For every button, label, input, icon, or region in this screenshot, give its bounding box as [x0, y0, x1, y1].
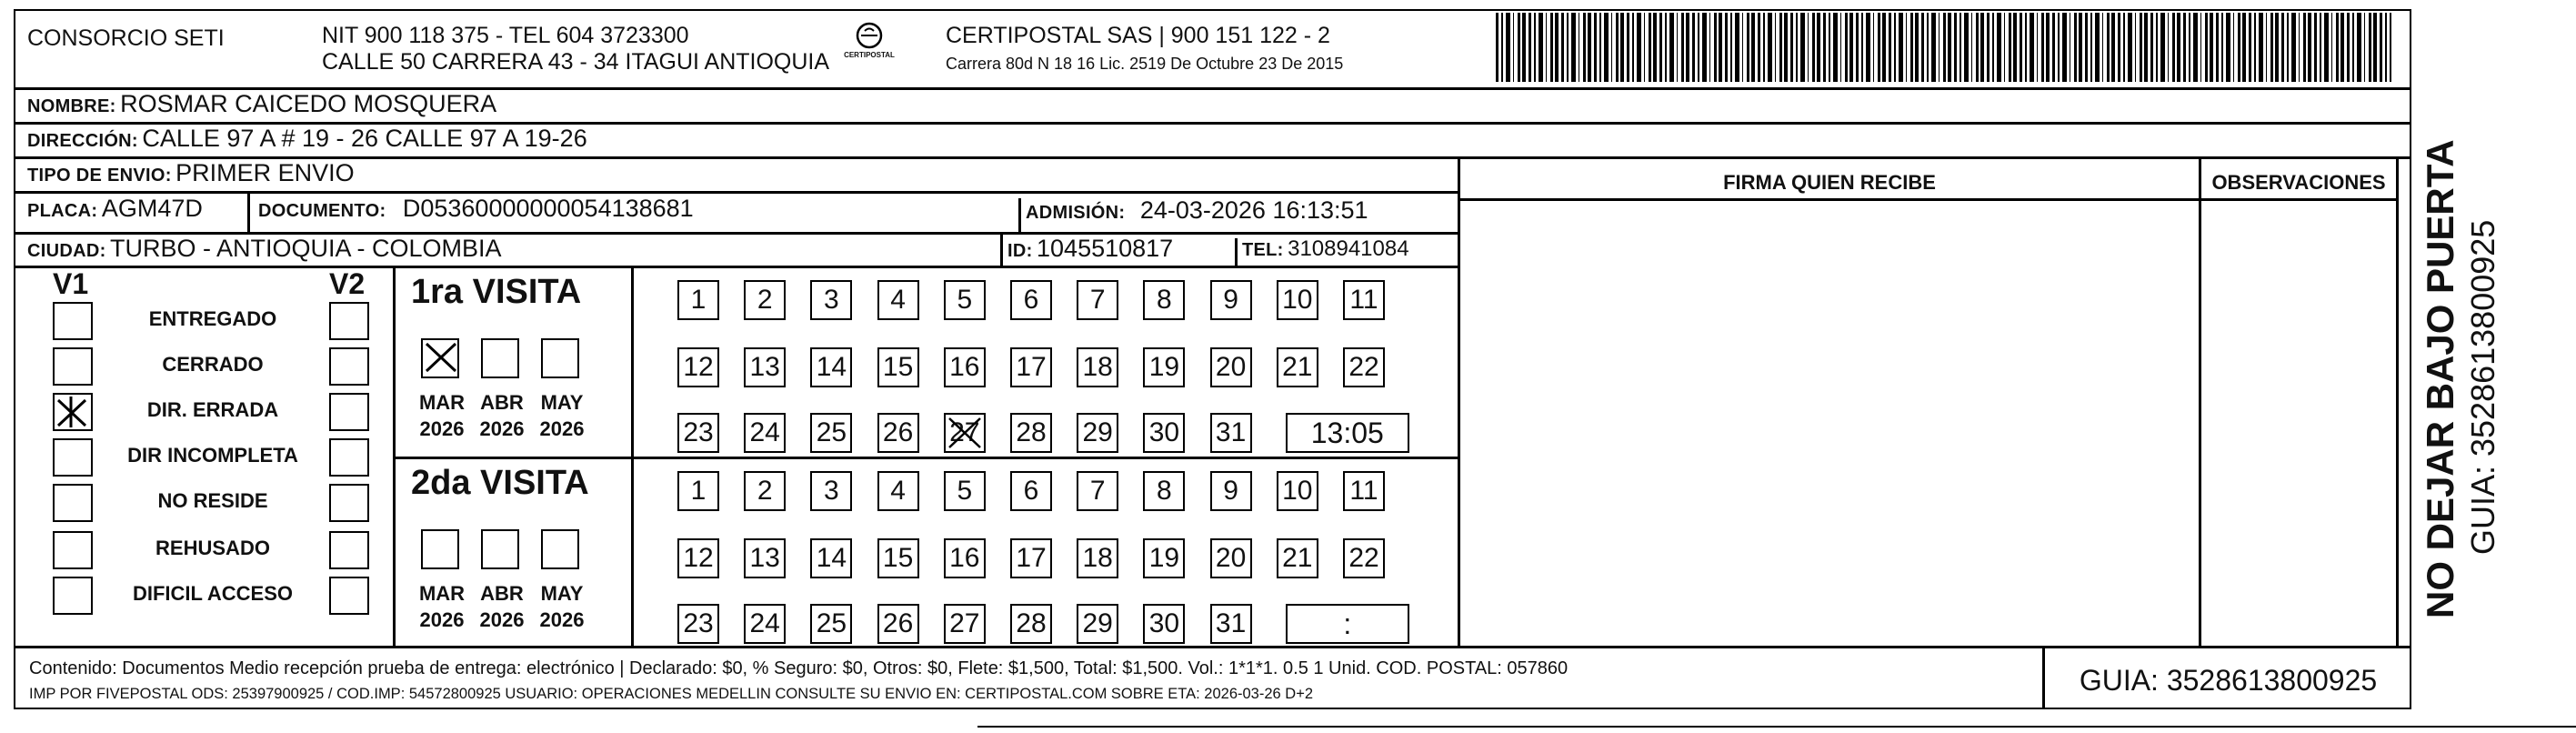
ciudad-cell	[27, 235, 502, 263]
year-label: 2026	[419, 608, 465, 631]
visit1-day-21[interactable]: 21	[1277, 347, 1318, 387]
direccion-label: DIRECCIÓN:	[27, 131, 138, 151]
visit1-day-31[interactable]: 31	[1210, 413, 1252, 453]
visit2-title: 2da VISITA	[411, 464, 589, 502]
visit1-day-17[interactable]: 17	[1010, 347, 1052, 387]
courier-line: CERTIPOSTAL SAS | 900 151 122 - 2	[946, 23, 1330, 48]
visit1-day-20[interactable]: 20	[1210, 347, 1252, 387]
placa-cell	[27, 195, 203, 223]
certipostal-logo-icon	[837, 20, 902, 69]
month-label: MAY	[540, 391, 584, 414]
footer-guia: GUIA: 3528613800925	[2079, 664, 2378, 697]
visit2-day-28[interactable]: 28	[1010, 604, 1052, 644]
direccion-value: CALLE 97 A # 19 - 26 CALLE 97 A 19-26	[142, 125, 587, 152]
visit1-day-11[interactable]: 11	[1343, 280, 1385, 320]
v2-label: V2	[329, 267, 366, 300]
checkbox-v1-2[interactable]	[53, 393, 93, 431]
visit2-day-25[interactable]: 25	[810, 604, 852, 644]
visit2-day-16[interactable]: 16	[944, 538, 986, 578]
year-label: 2026	[539, 417, 585, 440]
visit2-day-30[interactable]: 30	[1143, 604, 1185, 644]
visit2-day-19[interactable]: 19	[1143, 538, 1185, 578]
visit2-day-13[interactable]: 13	[744, 538, 786, 578]
id-value: 1045510817	[1037, 235, 1174, 262]
month-checkbox[interactable]	[481, 338, 519, 378]
checkbox-v2-0[interactable]	[329, 302, 369, 340]
visit2-day-20[interactable]: 20	[1210, 538, 1252, 578]
documento-cell	[258, 195, 694, 223]
visit1-day-1[interactable]: 1	[677, 280, 719, 320]
observaciones-label: OBSERVACIONES	[2211, 171, 2386, 194]
visit2-day-14[interactable]: 14	[810, 538, 852, 578]
tel-label: TEL:	[1242, 240, 1284, 260]
visit2-day-7[interactable]: 7	[1077, 471, 1118, 511]
tipo-row	[27, 159, 355, 187]
visit2-day-29[interactable]: 29	[1077, 604, 1118, 644]
nombre-value: ROSMAR CAICEDO MOSQUERA	[120, 90, 497, 117]
v1-label: V1	[53, 267, 89, 300]
checkbox-v1-5[interactable]	[53, 531, 93, 569]
firma-label: FIRMA QUIEN RECIBE	[1723, 171, 1936, 194]
visit1-day-10[interactable]: 10	[1277, 280, 1318, 320]
observaciones-area[interactable]	[2201, 201, 2396, 646]
month-checkbox[interactable]	[421, 529, 459, 569]
logo-text: CERTIPOSTAL	[844, 51, 895, 59]
documento-value: D05360000000054138681	[402, 195, 694, 222]
month-checkbox[interactable]	[421, 338, 459, 378]
placa-label: PLACA:	[27, 201, 98, 221]
footer-contenido: Contenido: Documentos Medio recepción prueba de entrega: electrónico | Declarado: $0, % Seguro: $0, Otros: $0, Flete: $1,500, Total: $1,500. Vol.: 1*1*1. 0.5 1 Unid. COD. POSTAL: 057860	[29, 658, 1569, 678]
checkbox-v1-3[interactable]	[53, 438, 93, 477]
reason-label: CERRADO	[162, 353, 264, 376]
visit1-day-14[interactable]: 14	[810, 347, 852, 387]
visit1-day-4[interactable]: 4	[877, 280, 919, 320]
month-label: MAY	[540, 582, 584, 605]
admision-value: 24-03-2026 16:13:51	[1139, 196, 1368, 224]
tipo-label: TIPO DE ENVIO:	[27, 166, 172, 186]
visit1-title: 1ra VISITA	[411, 273, 582, 311]
direccion-row	[27, 125, 587, 153]
checkbox-v2-1[interactable]	[329, 347, 369, 386]
visit1-day-24[interactable]: 24	[744, 413, 786, 453]
visit2-day-6[interactable]: 6	[1010, 471, 1052, 511]
checkbox-v1-4[interactable]	[53, 484, 93, 522]
checkbox-v2-4[interactable]	[329, 484, 369, 522]
month-label: ABR	[480, 391, 524, 414]
year-label: 2026	[539, 608, 585, 631]
visit2-day-5[interactable]: 5	[944, 471, 986, 511]
visit2-day-1[interactable]: 1	[677, 471, 719, 511]
id-cell	[1007, 235, 1173, 263]
reason-label: REHUSADO	[155, 537, 270, 559]
visit1-day-7[interactable]: 7	[1077, 280, 1118, 320]
checkbox-v1-1[interactable]	[53, 347, 93, 386]
visit2-day-17[interactable]: 17	[1010, 538, 1052, 578]
visit1-day-5[interactable]: 5	[944, 280, 986, 320]
address-line: CALLE 50 CARRERA 43 - 34 ITAGUI ANTIOQUIA	[322, 49, 830, 75]
tel-cell	[1242, 236, 1409, 262]
ciudad-label: CIUDAD:	[27, 241, 106, 261]
year-label: 2026	[419, 417, 465, 440]
checkbox-v2-6[interactable]	[329, 577, 369, 615]
reason-label: DIR INCOMPLETA	[127, 444, 298, 467]
visit2-day-2[interactable]: 2	[744, 471, 786, 511]
checkbox-v2-5[interactable]	[329, 531, 369, 569]
company-name: CONSORCIO SETI	[27, 25, 225, 51]
reason-label: DIFICIL ACCESO	[132, 582, 293, 605]
visit1-time-box[interactable]: 13:05	[1286, 413, 1409, 453]
reason-label: ENTREGADO	[148, 307, 277, 330]
tipo-value: PRIMER ENVIO	[175, 159, 355, 186]
visit2-day-23[interactable]: 23	[677, 604, 719, 644]
ciudad-value: TURBO - ANTIOQUIA - COLOMBIA	[110, 235, 502, 262]
visit2-day-11[interactable]: 11	[1343, 471, 1385, 511]
visit1-day-22[interactable]: 22	[1343, 347, 1385, 387]
visit1-day-12[interactable]: 12	[677, 347, 719, 387]
visit1-day-23[interactable]: 23	[677, 413, 719, 453]
reason-label: NO RESIDE	[157, 489, 268, 512]
visit2-day-12[interactable]: 12	[677, 538, 719, 578]
visit2-day-9[interactable]: 9	[1210, 471, 1252, 511]
checkbox-v1-0[interactable]	[53, 302, 93, 340]
visit1-day-6[interactable]: 6	[1010, 280, 1052, 320]
visit1-day-2[interactable]: 2	[744, 280, 786, 320]
barcode	[1496, 13, 2391, 82]
visit1-day-15[interactable]: 15	[877, 347, 919, 387]
visit2-day-4[interactable]: 4	[877, 471, 919, 511]
admision-label: ADMISIÓN:	[1026, 203, 1126, 223]
visit1-day-29[interactable]: 29	[1077, 413, 1118, 453]
month-checkbox[interactable]	[541, 338, 579, 378]
visit1-day-25[interactable]: 25	[810, 413, 852, 453]
visit1-day-16[interactable]: 16	[944, 347, 986, 387]
tel-value: 3108941084	[1288, 236, 1409, 261]
month-checkbox[interactable]	[481, 529, 519, 569]
visit2-day-27[interactable]: 27	[944, 604, 986, 644]
visit1-day-19[interactable]: 19	[1143, 347, 1185, 387]
checkbox-v2-3[interactable]	[329, 438, 369, 477]
visit2-time-box[interactable]: :	[1286, 604, 1409, 644]
year-label: 2026	[479, 417, 525, 440]
id-label: ID:	[1007, 241, 1033, 261]
month-label: ABR	[480, 582, 524, 605]
visit2-day-21[interactable]: 21	[1277, 538, 1318, 578]
visit2-day-8[interactable]: 8	[1143, 471, 1185, 511]
visit2-day-10[interactable]: 10	[1277, 471, 1318, 511]
nit-line: NIT 900 118 375 - TEL 604 3723300	[322, 23, 689, 48]
footer-imp: IMP POR FIVEPOSTAL ODS: 25397900925 / COD.IMP: 54572800925 USUARIO: OPERACIONES MEDELLIN CONSULTE SU ENVIO EN: CERTIPOSTAL.COM SOBRE ETA: 2026-03-26 D+2	[29, 686, 1314, 702]
visit1-day-18[interactable]: 18	[1077, 347, 1118, 387]
year-label: 2026	[479, 608, 525, 631]
visit2-day-26[interactable]: 26	[877, 604, 919, 644]
placa-value: AGM47D	[101, 195, 203, 222]
side-notice: NO DEJAR BAJO PUERTA	[2419, 139, 2461, 618]
courier-sub: Carrera 80d N 18 16 Lic. 2519 De Octubre 23 De 2015	[946, 55, 1344, 73]
month-checkbox[interactable]	[541, 529, 579, 569]
visit1-day-27[interactable]: 27	[944, 413, 986, 453]
visit2-day-15[interactable]: 15	[877, 538, 919, 578]
visit1-day-8[interactable]: 8	[1143, 280, 1185, 320]
month-label: MAR	[418, 582, 466, 605]
visit2-day-24[interactable]: 24	[744, 604, 786, 644]
month-label: MAR	[418, 391, 466, 414]
signature-area[interactable]	[1460, 201, 2199, 646]
nombre-row	[27, 90, 496, 118]
side-guia: GUIA: 3528613800925	[2464, 219, 2501, 555]
visit1-day-3[interactable]: 3	[810, 280, 852, 320]
visit2-day-18[interactable]: 18	[1077, 538, 1118, 578]
checkbox-v2-2[interactable]	[329, 393, 369, 431]
admision-cell	[1026, 196, 1368, 225]
visit2-day-3[interactable]: 3	[810, 471, 852, 511]
checkbox-v1-6[interactable]	[53, 577, 93, 615]
visit1-day-26[interactable]: 26	[877, 413, 919, 453]
reason-label: DIR. ERRADA	[146, 398, 279, 421]
visit1-day-30[interactable]: 30	[1143, 413, 1185, 453]
visit1-day-13[interactable]: 13	[744, 347, 786, 387]
visit1-day-28[interactable]: 28	[1010, 413, 1052, 453]
documento-label: DOCUMENTO:	[258, 201, 386, 221]
visit2-day-31[interactable]: 31	[1210, 604, 1252, 644]
visit2-day-22[interactable]: 22	[1343, 538, 1385, 578]
nombre-label: NOMBRE:	[27, 96, 116, 116]
visit1-day-9[interactable]: 9	[1210, 280, 1252, 320]
